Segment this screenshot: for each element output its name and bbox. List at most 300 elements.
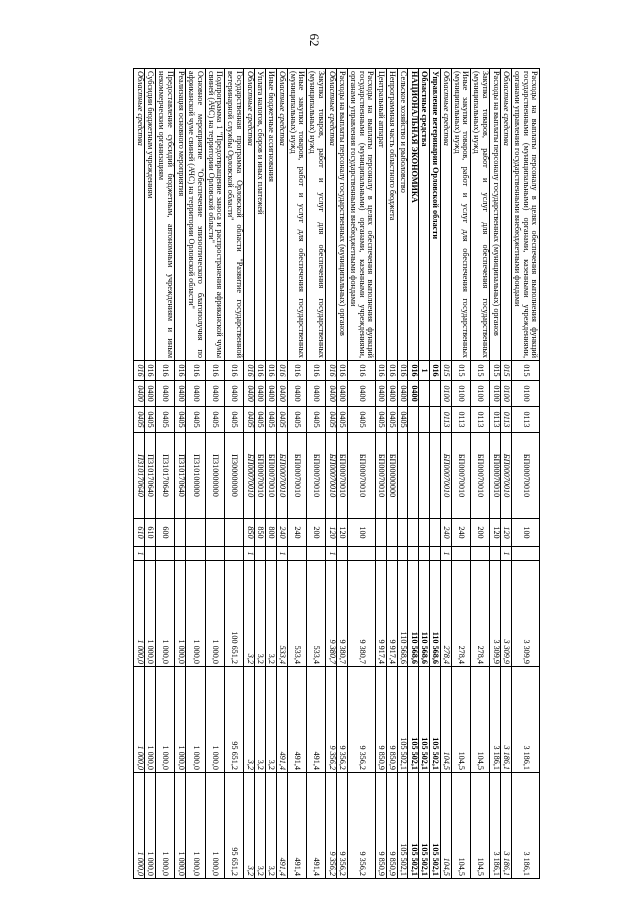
- table-row: [287, 69, 306, 879]
- row-value-3: 3,2: [265, 773, 276, 879]
- row-gr: 016: [306, 361, 325, 381]
- row-cs: П300000000: [224, 433, 243, 519]
- row-vr: 800: [265, 519, 276, 547]
- row-cs: П310170640: [175, 433, 186, 519]
- row-pr: 0113: [440, 407, 451, 433]
- row-name: Расходы на выплаты персоналу государственных (муниципальных) органов: [337, 69, 348, 361]
- row-value-1: 1 000,0: [134, 561, 145, 667]
- row-value-1: 278,4: [470, 561, 489, 667]
- table-row: [511, 69, 539, 879]
- row-rz: 0400: [408, 381, 419, 407]
- row-cs: БП00070010: [276, 433, 287, 519]
- row-name: Управление ветеринарии Орловской области: [429, 69, 440, 361]
- row-cs: БП00070010: [287, 433, 306, 519]
- row-name: Сельское хозяйство и рыболовство: [397, 69, 408, 361]
- row-value-1: 9 380,7: [326, 561, 337, 667]
- row-value-2: 1 000,0: [186, 667, 205, 773]
- row-value-1: 3,2: [244, 561, 255, 667]
- row-value-1: 1 000,0: [175, 561, 186, 667]
- row-value-2: 1 000,0: [155, 667, 174, 773]
- row-value-3: 1 000,0: [186, 773, 205, 879]
- row-cs: БП00070010: [511, 433, 539, 519]
- table-row: [186, 69, 205, 879]
- table-row: [337, 69, 348, 879]
- row-cs: [397, 433, 408, 519]
- row-rz: [429, 381, 440, 407]
- row-value-2: 3 186,1: [501, 667, 512, 773]
- row-value-2: 1 000,0: [145, 667, 156, 773]
- row-gr: 016: [244, 361, 255, 381]
- row-name: Подпрограмма 1 "Предотвращение заноса и распространения африканской чумы свиней (АЧС) на территории Орловской области": [205, 69, 224, 361]
- row-rz: 0100: [470, 381, 489, 407]
- row-pr: 0405: [287, 407, 306, 433]
- row-name: Областные средства: [419, 69, 430, 361]
- row-name: Основное мероприятие "Обеспечение эпизоотического благополучия по африканской чуме свиней (АЧС) на территории Орловской области": [186, 69, 205, 361]
- row-gr: 016: [386, 361, 397, 381]
- row-value-3: 95 651,2: [224, 773, 243, 879]
- table-row: [326, 69, 337, 879]
- row-vr: [429, 519, 440, 547]
- row-cs: П310170640: [145, 433, 156, 519]
- row-name: Областные средства: [501, 69, 512, 361]
- row-value-2: 105 502,1: [408, 667, 419, 773]
- table-row: [440, 69, 451, 879]
- row-gr: 015: [440, 361, 451, 381]
- row-vr: [175, 519, 186, 547]
- table-row: [470, 69, 489, 879]
- row-mark: [224, 547, 243, 561]
- table-row: [155, 69, 174, 879]
- row-gr: 016: [347, 361, 375, 381]
- row-name: НАЦИОНАЛЬНАЯ ЭКОНОМИКА: [408, 69, 419, 361]
- row-value-1: 533,4: [276, 561, 287, 667]
- row-gr: 016: [429, 361, 440, 381]
- row-rz: 0400: [155, 381, 174, 407]
- row-pr: 0405: [276, 407, 287, 433]
- row-value-1: 1 000,0: [205, 561, 224, 667]
- row-rz: 0100: [451, 381, 470, 407]
- table-row: [306, 69, 325, 879]
- row-value-3: 104,5: [440, 773, 451, 879]
- row-value-1: 1 000,0: [155, 561, 174, 667]
- row-rz: 0400: [255, 381, 266, 407]
- row-value-2: 9 850,9: [386, 667, 397, 773]
- row-value-1: 110 568,6: [429, 561, 440, 667]
- row-mark: [347, 547, 375, 561]
- row-value-3: 9 850,9: [386, 773, 397, 879]
- row-value-3: 1 000,0: [145, 773, 156, 879]
- row-value-3: 491,4: [276, 773, 287, 879]
- row-cs: БП00070010: [306, 433, 325, 519]
- row-gr: 1: [419, 361, 430, 381]
- row-value-2: 3,2: [244, 667, 255, 773]
- row-value-1: 110 568,6: [408, 561, 419, 667]
- row-value-1: 1 000,0: [145, 561, 156, 667]
- row-gr: 015: [490, 361, 501, 381]
- rotated-table-container: [80, 68, 540, 878]
- row-name: Субсидии бюджетным учреждениям: [145, 69, 156, 361]
- row-value-3: 3 186,1: [511, 773, 539, 879]
- row-cs: БП00070010: [337, 433, 348, 519]
- row-pr: 0405: [224, 407, 243, 433]
- row-value-2: 491,4: [287, 667, 306, 773]
- row-gr: 016: [337, 361, 348, 381]
- row-cs: БП00070010: [265, 433, 276, 519]
- row-vr: 100: [347, 519, 375, 547]
- table-row: [145, 69, 156, 879]
- row-name: Предоставление субсидий бюджетным, автономным учреждениям и иным некоммерческим организациям: [155, 69, 174, 361]
- row-pr: 0405: [155, 407, 174, 433]
- row-name: Непрограммная часть областного бюджета: [386, 69, 397, 361]
- row-pr: 0113: [501, 407, 512, 433]
- table-row: [276, 69, 287, 879]
- row-name: Областные средства: [276, 69, 287, 361]
- row-vr: 100: [511, 519, 539, 547]
- row-value-2: 95 651,2: [224, 667, 243, 773]
- table-row: [255, 69, 266, 879]
- row-vr: [376, 519, 387, 547]
- row-pr: 0405: [337, 407, 348, 433]
- row-name: Областные средства: [440, 69, 451, 361]
- row-rz: 0400: [145, 381, 156, 407]
- row-rz: 0400: [386, 381, 397, 407]
- row-value-2: 1 000,0: [134, 667, 145, 773]
- row-mark: [287, 547, 306, 561]
- row-rz: 0400: [276, 381, 287, 407]
- row-vr: [186, 519, 205, 547]
- row-mark: [397, 547, 408, 561]
- row-mark: [265, 547, 276, 561]
- row-rz: 0400: [244, 381, 255, 407]
- row-name: Расходы на выплаты персоналу в целях обеспечения выполнения функций государственными (муниципальными) органами, казенными учреждениями, органами управления государственными внебюджетными фондами: [511, 69, 539, 361]
- row-vr: 200: [306, 519, 325, 547]
- row-gr: 016: [376, 361, 387, 381]
- row-value-1: 9 917,4: [376, 561, 387, 667]
- table-row: [501, 69, 512, 879]
- table-row: [205, 69, 224, 879]
- table-row: [419, 69, 430, 879]
- row-cs: [429, 433, 440, 519]
- row-name: Иные закупки товаров, работ и услуг для обеспечения государственных (муниципальных) нужд: [451, 69, 470, 361]
- row-vr: [419, 519, 430, 547]
- row-value-3: 9 356,2: [326, 773, 337, 879]
- row-vr: 200: [470, 519, 489, 547]
- row-value-1: 100 651,2: [224, 561, 243, 667]
- row-cs: БП00070010: [376, 433, 387, 519]
- row-cs: БП00070010: [451, 433, 470, 519]
- row-pr: 0113: [511, 407, 539, 433]
- row-rz: 0100: [440, 381, 451, 407]
- row-mark: [408, 547, 419, 561]
- row-value-1: 3,2: [255, 561, 266, 667]
- row-mark: [337, 547, 348, 561]
- row-pr: 0405: [186, 407, 205, 433]
- row-value-1: 3 309,9: [501, 561, 512, 667]
- row-value-1: 3 309,9: [511, 561, 539, 667]
- row-value-3: 105 502,1: [408, 773, 419, 879]
- row-name: Закупка товаров, работ и услуг для обеспечения государственных (муниципальных) нужд: [306, 69, 325, 361]
- row-value-3: 1 000,0: [134, 773, 145, 879]
- row-cs: П310100000: [186, 433, 205, 519]
- row-gr: 016: [255, 361, 266, 381]
- row-value-1: 9 380,7: [347, 561, 375, 667]
- row-value-3: 3 186,1: [490, 773, 501, 879]
- row-vr: [386, 519, 397, 547]
- row-vr: 120: [337, 519, 348, 547]
- row-cs: БП00070010: [347, 433, 375, 519]
- row-mark: [155, 547, 174, 561]
- row-name: Реализация основного мероприятия: [175, 69, 186, 361]
- page-number: 62: [307, 33, 322, 47]
- row-value-2: 3 186,1: [490, 667, 501, 773]
- row-value-3: 105 502,1: [429, 773, 440, 879]
- row-mark: 1: [501, 547, 512, 561]
- row-value-3: 491,4: [306, 773, 325, 879]
- row-vr: 240: [276, 519, 287, 547]
- budget-table: [133, 68, 540, 879]
- row-pr: 0405: [376, 407, 387, 433]
- row-value-1: 3 309,9: [490, 561, 501, 667]
- row-name: Государственная программа Орловской области "Развитие государственной ветеринарной службы Орловской области": [224, 69, 243, 361]
- row-name: Областные средства: [134, 69, 145, 361]
- row-rz: 0400: [347, 381, 375, 407]
- row-cs: П310170640: [134, 433, 145, 519]
- row-value-1: 278,4: [440, 561, 451, 667]
- row-value-3: 104,5: [451, 773, 470, 879]
- row-value-2: 1 000,0: [175, 667, 186, 773]
- row-name: Расходы на выплаты персоналу в целях обеспечения выполнения функций государственными (муниципальными) органами, казенными учреждениями, органами управления государственными внебюджетными фондами: [347, 69, 375, 361]
- row-rz: 0400: [306, 381, 325, 407]
- row-pr: 0405: [397, 407, 408, 433]
- row-mark: [419, 547, 430, 561]
- row-vr: 240: [451, 519, 470, 547]
- row-pr: [419, 407, 430, 433]
- row-rz: 0400: [287, 381, 306, 407]
- row-mark: [175, 547, 186, 561]
- row-value-3: 3,2: [244, 773, 255, 879]
- table-row: [347, 69, 375, 879]
- row-name: Центральный аппарат: [376, 69, 387, 361]
- row-vr: 600: [155, 519, 174, 547]
- table-row: [175, 69, 186, 879]
- row-pr: [408, 407, 419, 433]
- row-gr: 016: [287, 361, 306, 381]
- row-value-2: 3 186,1: [511, 667, 539, 773]
- row-gr: 016: [155, 361, 174, 381]
- row-value-1: 9 380,7: [337, 561, 348, 667]
- row-gr: 016: [186, 361, 205, 381]
- row-vr: [224, 519, 243, 547]
- row-value-2: 9 356,2: [326, 667, 337, 773]
- row-rz: 0400: [326, 381, 337, 407]
- row-vr: 120: [490, 519, 501, 547]
- row-value-2: 491,4: [276, 667, 287, 773]
- row-cs: БП00070010: [326, 433, 337, 519]
- row-value-2: 105 502,1: [419, 667, 430, 773]
- row-value-3: 491,4: [287, 773, 306, 879]
- row-value-3: 1 000,0: [205, 773, 224, 879]
- table-row: [244, 69, 255, 879]
- row-pr: [429, 407, 440, 433]
- row-mark: [470, 547, 489, 561]
- row-value-3: 104,5: [470, 773, 489, 879]
- row-value-3: 3,2: [255, 773, 266, 879]
- row-gr: 016: [224, 361, 243, 381]
- row-rz: [419, 381, 430, 407]
- row-vr: 240: [287, 519, 306, 547]
- row-pr: 0405: [306, 407, 325, 433]
- row-mark: [145, 547, 156, 561]
- row-name: Областные средства: [244, 69, 255, 361]
- row-gr: 016: [175, 361, 186, 381]
- row-cs: БП00070010: [501, 433, 512, 519]
- row-value-3: 1 000,0: [175, 773, 186, 879]
- row-gr: 016: [397, 361, 408, 381]
- row-cs: [419, 433, 430, 519]
- row-mark: [490, 547, 501, 561]
- row-pr: 0405: [386, 407, 397, 433]
- row-value-1: 278,4: [451, 561, 470, 667]
- row-mark: 1: [440, 547, 451, 561]
- row-pr: 0405: [255, 407, 266, 433]
- row-rz: 0400: [205, 381, 224, 407]
- row-mark: 1: [276, 547, 287, 561]
- row-value-2: 9 850,9: [376, 667, 387, 773]
- row-pr: 0113: [490, 407, 501, 433]
- row-rz: 0400: [337, 381, 348, 407]
- table-row: [429, 69, 440, 879]
- row-pr: 0405: [347, 407, 375, 433]
- row-gr: 015: [451, 361, 470, 381]
- row-value-1: 110 568,6: [419, 561, 430, 667]
- row-value-2: 9 356,2: [347, 667, 375, 773]
- row-vr: 610: [145, 519, 156, 547]
- row-value-3: 9 356,2: [347, 773, 375, 879]
- row-vr: 850: [244, 519, 255, 547]
- row-value-2: 104,5: [451, 667, 470, 773]
- row-rz: 0400: [224, 381, 243, 407]
- row-rz: 0100: [501, 381, 512, 407]
- row-name: Расходы на выплаты персоналу государственных (муниципальных) органов: [490, 69, 501, 361]
- row-cs: БП00070010: [440, 433, 451, 519]
- row-name: Закупка товаров, работ и услуг для обеспечения государственных (муниципальных) нужд: [470, 69, 489, 361]
- row-mark: [205, 547, 224, 561]
- row-name: Уплата налогов, сборов и иных платежей: [255, 69, 266, 361]
- table-row: [386, 69, 397, 879]
- row-mark: [376, 547, 387, 561]
- row-rz: 0400: [376, 381, 387, 407]
- row-value-2: 3,2: [265, 667, 276, 773]
- row-gr: 016: [265, 361, 276, 381]
- row-value-3: 1 000,0: [155, 773, 174, 879]
- row-mark: [186, 547, 205, 561]
- table-body: [134, 69, 540, 879]
- row-pr: 0405: [265, 407, 276, 433]
- row-cs: БП00070010: [470, 433, 489, 519]
- table-row: [408, 69, 419, 879]
- row-gr: 016: [326, 361, 337, 381]
- row-value-1: 110 568,6: [397, 561, 408, 667]
- row-name: Иные закупки товаров, работ и услуг для обеспечения государственных (муниципальных) нужд: [287, 69, 306, 361]
- row-value-1: 9 917,4: [386, 561, 397, 667]
- row-vr: 610: [134, 519, 145, 547]
- row-name: Областные средства: [326, 69, 337, 361]
- row-vr: 120: [501, 519, 512, 547]
- row-value-1: 533,4: [306, 561, 325, 667]
- row-rz: 0400: [397, 381, 408, 407]
- row-gr: 016: [276, 361, 287, 381]
- row-pr: 0405: [145, 407, 156, 433]
- row-vr: 850: [255, 519, 266, 547]
- row-value-1: 3,2: [265, 561, 276, 667]
- row-gr: 016: [408, 361, 419, 381]
- row-mark: [511, 547, 539, 561]
- row-gr: 016: [134, 361, 145, 381]
- row-cs: П310000000: [205, 433, 224, 519]
- row-vr: [397, 519, 408, 547]
- row-vr: [408, 519, 419, 547]
- row-pr: 0405: [244, 407, 255, 433]
- row-vr: 120: [326, 519, 337, 547]
- row-rz: 0100: [511, 381, 539, 407]
- row-vr: [205, 519, 224, 547]
- row-value-2: 104,5: [470, 667, 489, 773]
- row-mark: 1: [134, 547, 145, 561]
- row-gr: 015: [470, 361, 489, 381]
- table-row: [376, 69, 387, 879]
- table-row: [490, 69, 501, 879]
- row-cs: БП00070010: [490, 433, 501, 519]
- row-rz: 0400: [265, 381, 276, 407]
- row-vr: 240: [440, 519, 451, 547]
- row-gr: 016: [205, 361, 224, 381]
- table-row: [265, 69, 276, 879]
- row-mark: 1: [244, 547, 255, 561]
- row-value-2: 9 356,2: [337, 667, 348, 773]
- row-cs: П310170640: [155, 433, 174, 519]
- row-pr: 0405: [326, 407, 337, 433]
- row-value-1: 533,4: [287, 561, 306, 667]
- row-value-2: 105 502,1: [429, 667, 440, 773]
- row-value-2: 105 502,1: [397, 667, 408, 773]
- row-cs: [408, 433, 419, 519]
- row-gr: 016: [145, 361, 156, 381]
- row-cs: БП00070010: [255, 433, 266, 519]
- row-gr: 015: [511, 361, 539, 381]
- row-value-2: 104,5: [440, 667, 451, 773]
- row-value-1: 1 000,0: [186, 561, 205, 667]
- row-value-2: 3,2: [255, 667, 266, 773]
- table-row: [224, 69, 243, 879]
- row-gr: 015: [501, 361, 512, 381]
- row-pr: 0405: [134, 407, 145, 433]
- row-rz: 0100: [490, 381, 501, 407]
- row-rz: 0400: [134, 381, 145, 407]
- table-row: [451, 69, 470, 879]
- row-value-2: 491,4: [306, 667, 325, 773]
- row-mark: [306, 547, 325, 561]
- table-row: [397, 69, 408, 879]
- row-name: Иные бюджетные ассигнования: [265, 69, 276, 361]
- row-mark: [451, 547, 470, 561]
- table-row: [134, 69, 145, 879]
- row-value-2: 1 000,0: [205, 667, 224, 773]
- row-pr: 0113: [470, 407, 489, 433]
- row-value-3: 9 850,9: [376, 773, 387, 879]
- row-cs: БП00000000: [386, 433, 397, 519]
- row-value-3: 105 502,1: [419, 773, 430, 879]
- row-cs: БП00070010: [244, 433, 255, 519]
